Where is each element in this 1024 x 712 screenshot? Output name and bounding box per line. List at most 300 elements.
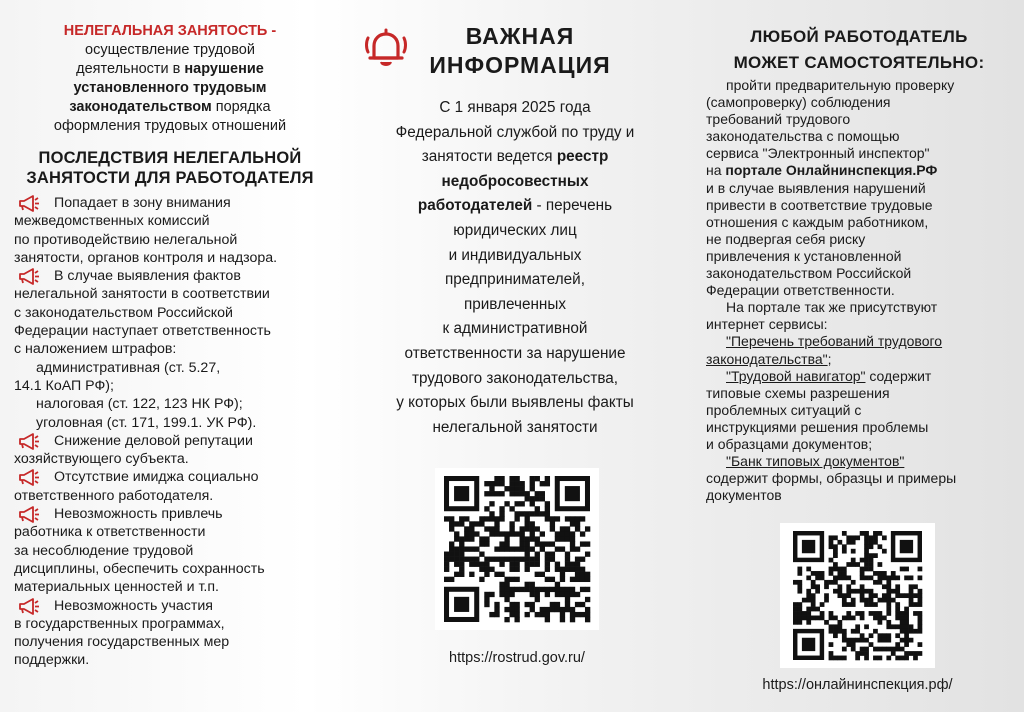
qr-module — [525, 546, 530, 551]
qr-module — [860, 593, 865, 598]
qr-module — [504, 577, 509, 582]
qr-module — [499, 562, 504, 567]
qr-module — [570, 567, 575, 572]
qr-module — [918, 602, 923, 607]
qr-module — [540, 546, 545, 551]
qr-module — [829, 642, 834, 647]
qr-module — [550, 577, 555, 582]
qr-module — [864, 535, 869, 540]
qr-module — [514, 501, 519, 506]
qr-module — [869, 567, 874, 572]
qr-module — [851, 580, 856, 585]
consequences-list — [14, 194, 326, 670]
qr-module — [851, 589, 856, 594]
qr-module — [855, 629, 860, 634]
qr-module — [565, 516, 570, 521]
qr-module — [829, 567, 834, 572]
qr-module — [846, 616, 851, 621]
qr-module — [873, 611, 878, 616]
qr-module — [846, 540, 851, 545]
qr-module — [499, 531, 504, 536]
qr-module — [580, 587, 585, 592]
definition-line: осуществление трудовой — [85, 42, 255, 58]
qr-module — [454, 552, 459, 557]
qr-module — [900, 647, 905, 652]
list-item: Отсутствие имиджа социально ответственного работодателя. — [14, 469, 259, 504]
qr-module — [550, 516, 555, 521]
qr-module — [560, 536, 565, 541]
qr-module — [489, 557, 494, 562]
qr-module — [514, 612, 519, 617]
qr-module — [469, 562, 474, 567]
qr-module — [454, 562, 459, 567]
fine-criminal: уголовная (ст. 171, 199.1. УК РФ). — [36, 414, 257, 431]
qr-module — [864, 567, 869, 572]
qr-module — [864, 549, 869, 554]
qr-module — [530, 557, 535, 562]
qr-module — [851, 629, 856, 634]
qr-module — [565, 552, 570, 557]
qr-module — [530, 481, 535, 486]
qr-module — [494, 526, 499, 531]
qr-module — [842, 571, 847, 576]
qr-module — [514, 531, 519, 536]
megaphone-icon — [18, 506, 40, 523]
qr-module — [535, 541, 540, 546]
qr-module — [891, 624, 896, 629]
qr-module — [525, 526, 530, 531]
qr-module — [846, 602, 851, 607]
definition-line: порядка — [211, 99, 271, 115]
qr-module — [895, 656, 900, 661]
qr-module — [904, 616, 909, 621]
qr-module — [904, 656, 909, 661]
qr-module — [565, 587, 570, 592]
qr-module — [484, 506, 489, 511]
qr-module — [469, 546, 474, 551]
portal-name: портале Онлайнинспекция.РФ — [725, 162, 938, 179]
qr-module — [449, 577, 454, 582]
qr-module — [833, 562, 838, 567]
qr-module — [540, 511, 545, 516]
qr-module — [509, 587, 514, 592]
qr-module — [793, 607, 798, 612]
qr-module — [904, 567, 909, 572]
qr-module — [918, 620, 923, 625]
qr-module — [530, 521, 535, 526]
qr-module — [469, 521, 474, 526]
qr-module — [851, 549, 856, 554]
qr-module — [514, 557, 519, 562]
qr-module — [806, 567, 811, 572]
qr-module — [565, 567, 570, 572]
qr-module — [504, 582, 509, 587]
qr-module — [565, 526, 570, 531]
qr-module — [873, 656, 878, 661]
qr-module — [900, 629, 905, 634]
requirements-list-link[interactable]: законодательства" — [706, 350, 828, 367]
qr-module — [846, 638, 851, 643]
qr-module — [820, 575, 825, 580]
qr-module — [535, 572, 540, 577]
qr-module — [540, 481, 545, 486]
qr-module — [479, 577, 484, 582]
qr-module — [499, 587, 504, 592]
qr-module — [530, 607, 535, 612]
qr-module — [797, 616, 802, 621]
qr-module — [837, 629, 842, 634]
qr-module — [891, 651, 896, 656]
qr-module — [555, 582, 560, 587]
qr-module — [444, 567, 449, 572]
qr-module — [459, 572, 464, 577]
qr-module — [494, 572, 499, 577]
qr-module — [918, 575, 923, 580]
qr-module — [860, 571, 865, 576]
qr-module — [878, 531, 883, 536]
qr-module — [837, 540, 842, 545]
qr-module — [806, 607, 811, 612]
qr-module — [882, 584, 887, 589]
qr-module — [833, 580, 838, 585]
qr-module — [504, 592, 509, 597]
qr-module — [837, 575, 842, 580]
qr-module — [489, 516, 494, 521]
qr-module — [878, 611, 883, 616]
qr-module — [509, 526, 514, 531]
qr-module — [499, 592, 504, 597]
qr-module — [520, 486, 525, 491]
qr-module — [489, 526, 494, 531]
qr-module — [864, 558, 869, 563]
qr-module — [570, 531, 575, 536]
qr-module — [464, 546, 469, 551]
qr-module — [525, 521, 530, 526]
qr-module — [514, 546, 519, 551]
qr-module — [580, 516, 585, 521]
page-title: ВАЖНАЯ ИНФОРМАЦИЯ — [429, 23, 611, 78]
qr-module — [913, 593, 918, 598]
qr-module — [504, 531, 509, 536]
qr-module — [829, 571, 834, 576]
qr-module — [525, 552, 530, 557]
qr-module — [514, 516, 519, 521]
qr-module — [570, 516, 575, 521]
definition-bold: установленного трудовым — [73, 80, 267, 96]
qr-module — [802, 638, 815, 651]
registry-info: С 1 января 2025 года Федеральной службой по труду и занятости ведется реестр недобросовестных работодателей - перечень юридических лиц и индивидуальных предпринимателей, привлеченных к административной ответственности за нарушение трудового законодательства, у которых были выявлены факты нелегальной занятости — [395, 99, 635, 436]
qr-module — [900, 620, 905, 625]
qr-module — [833, 549, 838, 554]
qr-module — [454, 546, 459, 551]
qr-module — [479, 521, 484, 526]
qr-module — [837, 656, 842, 661]
qr-module — [833, 575, 838, 580]
qr-module — [806, 575, 811, 580]
qr-module — [864, 638, 869, 643]
qr-module — [580, 602, 585, 607]
qr-module — [891, 571, 896, 576]
qr-module — [878, 580, 883, 585]
qr-module — [797, 584, 802, 589]
qr-module — [842, 567, 847, 572]
qr-module — [474, 531, 479, 536]
qr-module — [815, 589, 820, 594]
qr-module — [494, 546, 499, 551]
qr-module — [509, 546, 514, 551]
qr-module — [806, 616, 811, 621]
qr-module — [570, 577, 575, 582]
qr-module — [565, 597, 570, 602]
qr-module — [797, 589, 802, 594]
qr-module — [560, 592, 565, 597]
qr-module — [820, 571, 825, 576]
qr-module — [918, 611, 923, 616]
qr-module — [873, 602, 878, 607]
qr-module — [797, 620, 802, 625]
qr-module — [530, 476, 535, 481]
qr-module — [837, 589, 842, 594]
qr-module — [484, 597, 489, 602]
qr-module — [909, 624, 914, 629]
qr-module — [555, 536, 560, 541]
qr-module — [900, 638, 905, 643]
labor-navigator-link[interactable]: "Трудовой навигатор" — [726, 367, 866, 384]
qr-module — [895, 611, 900, 616]
qr-module — [869, 575, 874, 580]
qr-module — [459, 546, 464, 551]
center-column — [350, 0, 680, 440]
qr-module — [864, 602, 869, 607]
qr-module — [530, 526, 535, 531]
qr-module — [494, 491, 499, 496]
qr-module — [882, 598, 887, 603]
qr-module — [829, 535, 834, 540]
qr-module — [530, 531, 535, 536]
qr-module — [530, 511, 535, 516]
qr-module — [484, 516, 489, 521]
qr-module — [837, 593, 842, 598]
qr-module — [878, 544, 883, 549]
qr-module — [550, 521, 555, 526]
qr-module — [882, 593, 887, 598]
qr-module — [913, 651, 918, 656]
qr-module — [860, 575, 865, 580]
qr-module — [545, 557, 550, 562]
qr-module — [540, 491, 545, 496]
qr-module — [545, 552, 550, 557]
qr-module — [833, 616, 838, 621]
qr-module — [520, 491, 525, 496]
qr-module — [499, 476, 504, 481]
qr-module — [494, 612, 499, 617]
qr-module — [514, 577, 519, 582]
rostrud-qr-code[interactable] — [435, 468, 599, 630]
qr-module — [449, 521, 454, 526]
qr-module — [882, 535, 887, 540]
qr-module — [469, 572, 474, 577]
qr-module — [530, 592, 535, 597]
qr-module — [904, 607, 909, 612]
qr-module — [909, 602, 914, 607]
qr-module — [570, 592, 575, 597]
qr-module — [484, 567, 489, 572]
online-inspection-url[interactable]: https://онлайнинспекция.рф/ — [762, 677, 953, 693]
qr-module — [873, 580, 878, 585]
qr-module — [454, 521, 459, 526]
definition-term: НЕЛЕГАЛЬНАЯ ЗАНЯТОСТЬ - — [63, 23, 277, 39]
qr-module — [864, 651, 869, 656]
qr-module — [895, 575, 900, 580]
qr-module — [842, 575, 847, 580]
rostrud-url[interactable]: https://rostrud.gov.ru/ — [449, 650, 585, 666]
qr-module — [449, 526, 454, 531]
qr-module — [895, 589, 900, 594]
qr-module — [550, 541, 555, 546]
qr-module — [837, 584, 842, 589]
qr-module — [900, 540, 913, 553]
requirements-list-link[interactable]: "Перечень требований трудового — [726, 333, 943, 350]
qr-module — [891, 575, 896, 580]
qr-module — [864, 553, 869, 558]
qr-module — [837, 624, 842, 629]
qr-module — [585, 552, 590, 557]
qr-code-icon — [780, 523, 935, 668]
qr-module — [545, 541, 550, 546]
qr-module — [570, 562, 575, 567]
qr-module — [555, 607, 560, 612]
qr-module — [846, 575, 851, 580]
qr-module — [886, 624, 891, 629]
qr-module — [860, 638, 865, 643]
qr-module — [580, 577, 585, 582]
employer-actions: пройти предварительную проверку (самопроверку) соблюдения требований трудового законодательства с помощью сервиса "Электронный инспектор" на портале Онлайнинспекция.РФ и в случае выявления нарушений привести в соответствие трудовые отношения с каждым работником, не подвергая себя риску привлечения к установленной законодательством Российской Федерации ответственности. На портале так же присутствуют интернет сервисы: "Перечень требований трудового законодательства"; "Трудовой навигатор" содержит типовые схемы разрешения проблемных ситуаций с инструкциями решения проблемы и образцами документов; "Банк типовых документов" содержит формы, образцы и примеры документов — [706, 77, 957, 504]
qr-module — [842, 629, 847, 634]
qr-module — [811, 616, 816, 621]
qr-module — [797, 611, 802, 616]
qr-module — [909, 629, 914, 634]
qr-module — [918, 624, 923, 629]
qr-module — [514, 476, 519, 481]
qr-module — [895, 647, 900, 652]
qr-module — [829, 544, 834, 549]
qr-module — [842, 602, 847, 607]
qr-module — [864, 575, 869, 580]
qr-module — [860, 633, 865, 638]
qr-module — [585, 541, 590, 546]
online-inspection-qr-code[interactable] — [780, 523, 935, 668]
qr-module — [909, 651, 914, 656]
qr-module — [560, 617, 565, 622]
qr-module — [820, 611, 825, 616]
qr-module — [489, 612, 494, 617]
qr-module — [815, 571, 820, 576]
qr-module — [895, 624, 900, 629]
qr-module — [918, 629, 923, 634]
qr-module — [509, 607, 514, 612]
qr-module — [886, 638, 891, 643]
qr-module — [504, 486, 509, 491]
qr-module — [555, 531, 560, 536]
qr-module — [873, 629, 878, 634]
qr-module — [514, 567, 519, 572]
qr-module — [878, 638, 883, 643]
qr-module — [815, 584, 820, 589]
qr-module — [585, 526, 590, 531]
qr-module — [891, 589, 896, 594]
qr-module — [499, 506, 504, 511]
qr-module — [811, 607, 816, 612]
qr-module — [869, 553, 874, 558]
qr-module — [820, 602, 825, 607]
qr-module — [793, 616, 798, 621]
qr-module — [873, 593, 878, 598]
qr-module — [842, 544, 847, 549]
qr-module — [540, 612, 545, 617]
qr-module — [886, 620, 891, 625]
qr-module — [560, 607, 565, 612]
qr-module — [469, 531, 474, 536]
qr-module — [918, 598, 923, 603]
qr-module — [815, 607, 820, 612]
qr-module — [545, 617, 550, 622]
qr-module — [869, 602, 874, 607]
qr-module — [509, 531, 514, 536]
qr-module — [525, 587, 530, 592]
qr-module — [806, 598, 811, 603]
qr-module — [535, 592, 540, 597]
qr-module — [909, 575, 914, 580]
qr-module — [459, 562, 464, 567]
qr-module — [504, 587, 509, 592]
qr-module — [900, 616, 905, 621]
qr-module — [444, 516, 449, 521]
definition-line: деятельности в — [76, 61, 185, 77]
qr-module — [545, 476, 550, 481]
qr-module — [882, 616, 887, 621]
qr-module — [509, 557, 514, 562]
qr-module — [540, 572, 545, 577]
qr-module — [494, 602, 499, 607]
qr-module — [900, 593, 905, 598]
qr-module — [829, 540, 834, 545]
qr-module — [449, 541, 454, 546]
qr-module — [449, 557, 454, 562]
qr-module — [454, 486, 469, 501]
qr-module — [509, 521, 514, 526]
qr-module — [802, 611, 807, 616]
qr-module — [851, 535, 856, 540]
qr-module — [479, 536, 484, 541]
documents-bank-link[interactable]: "Банк типовых документов" — [726, 453, 905, 470]
qr-module — [869, 540, 874, 545]
qr-module — [565, 592, 570, 597]
qr-module — [886, 633, 891, 638]
qr-module — [913, 656, 918, 661]
list-item: Попадает в зону внимания межведомственных комиссий по противодействию нелегальной занятости, органов контроля и надзора. — [14, 195, 278, 266]
qr-module — [474, 557, 479, 562]
qr-module — [882, 647, 887, 652]
qr-module — [530, 501, 535, 506]
qr-module — [535, 552, 540, 557]
qr-module — [891, 647, 896, 652]
qr-module — [514, 562, 519, 567]
qr-module — [454, 531, 459, 536]
qr-module — [484, 562, 489, 567]
qr-module — [514, 486, 519, 491]
qr-module — [873, 571, 878, 576]
qr-module — [842, 598, 847, 603]
